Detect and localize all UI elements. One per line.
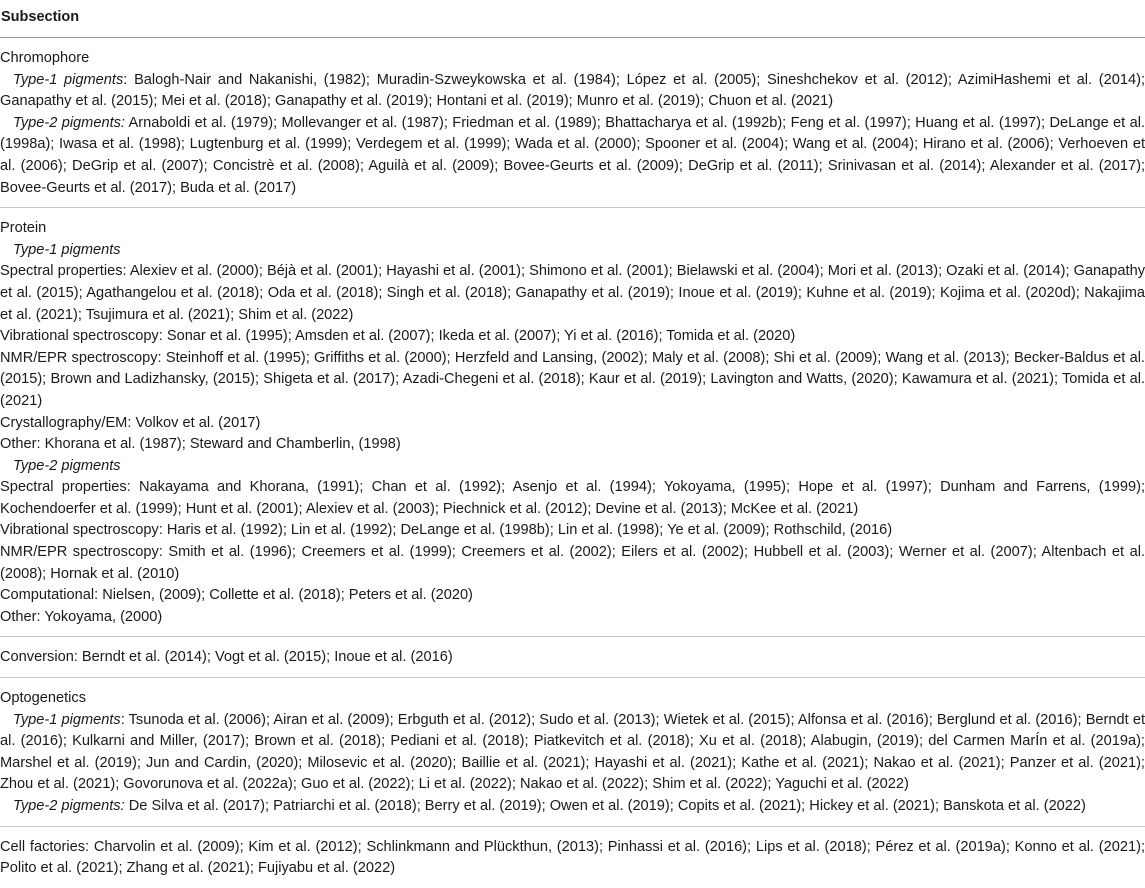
row-label: Type-2 pigments: bbox=[13, 798, 125, 814]
group-label: Type-1 pigments bbox=[13, 241, 121, 258]
row-separator: : bbox=[123, 71, 135, 88]
section-conversion bbox=[0, 637, 1145, 678]
row-text: Balogh-Nair and Nakanishi, (1982); Muradin-Szweykowska et al. (1984); López et al. (2005); Sineshchekov et al. (2012); AzimiHashemi et al. (2014); Ganapathy et al. (2015); Mei et al. (2018); Ganapathy et al. (2019); Hontani et al. (2019); Munro et al. (2019); Chuon et al. (2021) bbox=[0, 71, 1145, 110]
list-item: Spectral properties: Nakayama and Khorana, (1991); Chan et al. (1992); Asenjo et al. (1994); Yokoyama, (1995); Hope et al. (1997); Dunham and Farrens, (1999); Kochendoerfer et al. (1999); Hunt et al. (2001); Alexiev et al. (2003); Piechnick et al. (2012); Devine et al. (2013); McKee et al. (2021) bbox=[0, 479, 1145, 517]
section-title: Optogenetics bbox=[0, 690, 86, 707]
list-item: Spectral properties: Alexiev et al. (2000); Béjà et al. (2001); Hayashi et al. (2001); Shimono et al. (2001); Bielawski et al. (2004); Mori et al. (2013); Ozaki et al. (2014); Ganapathy et al. (2015); Agathangelou et al. (2018); Oda et al. (2018); Singh et al. (2018); Ganapathy et al. (2019); Inoue et al. (2019); Kuhne et al. (2019); Kojima et al. (2020d); Nakajima et al. (2021); Tsujimura et al. (2021); Shim et al. (2022) bbox=[0, 263, 1145, 323]
section-chromophore bbox=[0, 38, 1145, 208]
chromophore-type1-row bbox=[0, 70, 1145, 113]
row-text: De Silva et al. (2017); Patriarchi et al. (2018); Berry et al. (2019); Owen et al. (2019); Copits et al. (2021); Hickey et al. (2021); Banskota et al. (2022) bbox=[128, 798, 1086, 814]
list-item: Vibrational spectroscopy: Sonar et al. (1995); Amsden et al. (2007); Ikeda et al. (2007); Yi et al. (2016); Tomida et al. (2020) bbox=[0, 328, 796, 345]
list-item: Computational: Nielsen, (2009); Collette et al. (2018); Peters et al. (2020) bbox=[0, 587, 473, 604]
group-label: Type-2 pigments bbox=[13, 457, 121, 474]
table-header: Subsection bbox=[0, 0, 1145, 38]
section-cell-factories bbox=[0, 827, 1145, 888]
row-label: Type-1 pigments bbox=[13, 71, 124, 88]
section-title: Chromophore bbox=[0, 50, 90, 66]
list-item: Vibrational spectroscopy: Haris et al. (1992); Lin et al. (1992); DeLange et al. (1998b); Lin et al. (1998); Ye et al. (2009); Rothschild, (2016) bbox=[0, 522, 893, 539]
section-title: Protein bbox=[0, 220, 47, 237]
row-separator: : bbox=[120, 711, 129, 728]
list-item: Crystallography/EM: Volkov et al. (2017) bbox=[0, 414, 261, 431]
list-item: Other: Yokoyama, (2000) bbox=[0, 608, 163, 625]
section-protein bbox=[0, 208, 1145, 637]
cell-factories-text: Cell factories: Charvolin et al. (2009); Kim et al. (2012); Schlinkmann and Plückthun, (2013); Pinhassi et al. (2016); Lips et al. (2018); Pérez et al. (2019a); Konno et al. (2021); Polito et al. (2021); Zhang et al. (2021); Fujiyabu et al. (2022) bbox=[0, 838, 1145, 877]
row-label: Type-2 pigments: bbox=[13, 114, 125, 131]
conversion-text: Conversion: Berndt et al. (2014); Vogt et al. (2015); Inoue et al. (2016) bbox=[0, 649, 453, 666]
optogenetics-type1-row bbox=[0, 710, 1145, 796]
list-item: Other: Khorana et al. (1987); Steward and Chamberlin, (1998) bbox=[0, 436, 401, 453]
optogenetics-type2-row bbox=[0, 796, 1145, 818]
list-item: NMR/EPR spectroscopy: Smith et al. (1996); Creemers et al. (1999); Creemers et al. (2002); Eilers et al. (2002); Hubbell et al. (2003); Werner et al. (2007); Altenbach et al. (2008); Hornak et al. (2010) bbox=[0, 544, 1145, 582]
section-optogenetics bbox=[0, 678, 1145, 827]
row-text: Arnaboldi et al. (1979); Mollevanger et al. (1987); Friedman et al. (1989); Bhattacharya et al. (1992b); Feng et al. (1997); Huang et al. (1997); DeLange et al. (1998a); Iwasa et al. (1998); Lugtenburg et al. (1999); Verdegem et al. (1999); Wada et al. (2000); Spooner et al. (2004); Wang et al. (2004); Hirano et al. (2006); Verhoeven et al. (2006); DeGrip et al. (2007); Concistrè et al. (2008); Aguilà et al. (2009); Bovee-Geurts et al. (2009); DeGrip et al. (2011); Srinivasan et al. (2014); Alexander et al. (2017); Bovee-Geurts et al. (2017); Buda et al. (2017) bbox=[0, 114, 1145, 196]
list-item: NMR/EPR spectroscopy: Steinhoff et al. (1995); Griffiths et al. (2000); Herzfeld and Lansing, (2002); Maly et al. (2008); Shi et al. (2009); Wang et al. (2013); Becker-Baldus et al. (2015); Brown and Ladizhansky, (2015); Shigeta et al. (2017); Azadi-Chegeni et al. (2018); Kaur et al. (2019); Lavington and Watts, (2020); Kawamura et al. (2021); Tomida et al. (2021) bbox=[0, 349, 1145, 409]
row-label: Type-1 pigments bbox=[13, 711, 121, 728]
protein-type2-label bbox=[0, 456, 1145, 478]
chromophore-type2-row bbox=[0, 113, 1145, 199]
row-text: Tsunoda et al. (2006); Airan et al. (2009); Erbguth et al. (2012); Sudo et al. (2013); Wietek et al. (2015); Alfonsa et al. (2016); Berglund et al. (2016); Berndt et al. (2016); Kulkarni and Miller, (2017); Brown et al. (2018); Pediani et al. (2018); Piatkevitch et al. (2018); Xu et al. (2018); Alabugin, (2019); del Carmen MarÍn et al. (2019a); Marshel et al. (2019); Jun and Cardin, (2020); Milosevic et al. (2020); Baillie et al. (2021); Hayashi et al. (2021); Kathe et al. (2021); Nakao et al. (2021); Panzer et al. (2021); Zhou et al. (2021); Govorunova et al. (2022a); Guo et al. (2022); Li et al. (2022); Nakao et al. (2022); Shim et al. (2022); Yaguchi et al. (2022) bbox=[0, 711, 1145, 793]
protein-type1-label bbox=[0, 240, 1145, 262]
